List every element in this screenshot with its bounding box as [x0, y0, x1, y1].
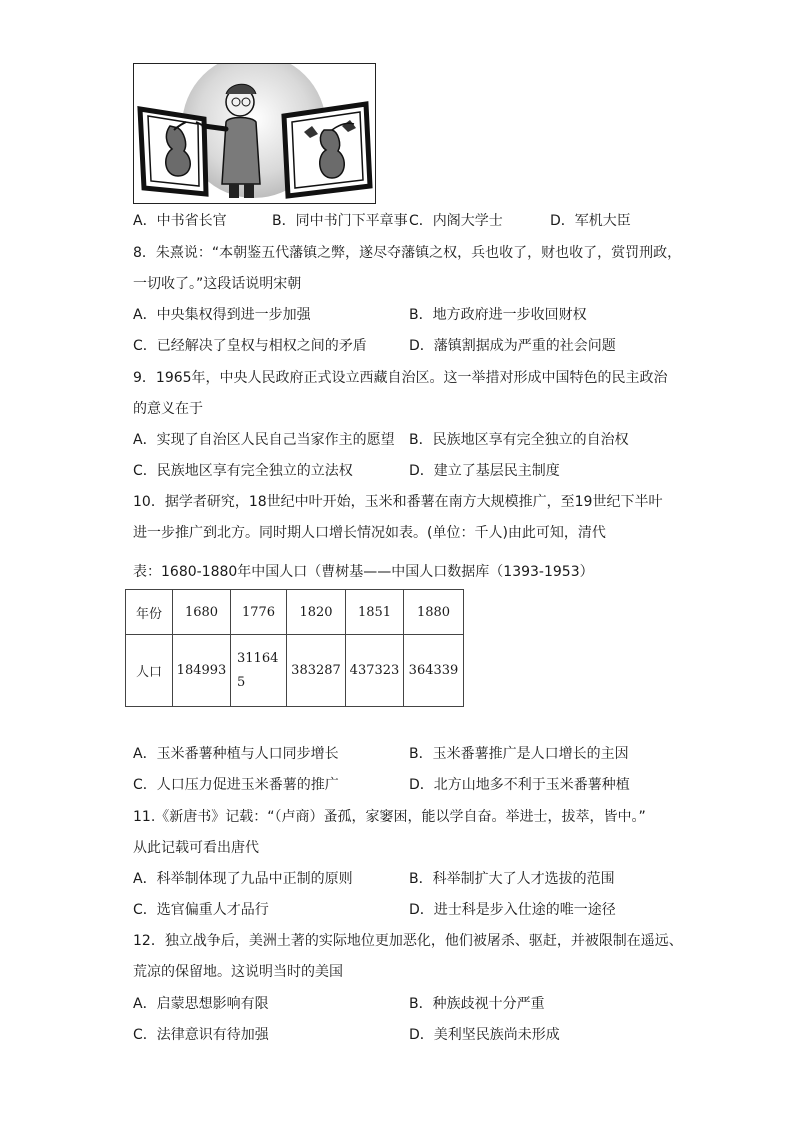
table-value-cell — [231, 635, 287, 707]
q8-stem-line1: 8．朱熹说：“本朝鉴五代藩镇之弊，遂尽夺藩镇之权，兵也收了，财也收了，赏罚刑政， — [133, 245, 682, 261]
q8-option-d: D．藩镇割据成为严重的社会问题 — [409, 338, 616, 354]
cartoon-illustration — [133, 63, 376, 204]
q10-option-c: C．人口压力促进玉米番薯的推广 — [133, 777, 339, 793]
table-year-cell: 1776 — [231, 590, 287, 635]
q11-stem-line1: 11.《新唐书》记载：“（卢商）蚤孤，家窭困，能以学自奋。举进士，拔萃，皆中。” — [133, 809, 646, 825]
q10-option-d: D．北方山地多不利于玉米番薯种植 — [409, 777, 630, 793]
q9-stem-line1: 9．1965年，中央人民政府正式设立西藏自治区。这一举措对形成中国特色的民主政治 — [133, 370, 668, 386]
table-year-cell: 1880 — [404, 590, 464, 635]
table-value-line: 5 — [237, 674, 246, 690]
q10-option-b: B．玉米番薯推广是人口增长的主因 — [409, 746, 629, 762]
q7-option-b: B．同中书门下平章事 — [272, 213, 408, 229]
q12-option-d: D．美利坚民族尚未形成 — [409, 1027, 560, 1043]
q9-option-a: A．实现了自治区人民自己当家作主的愿望 — [133, 432, 395, 448]
q11-stem-line2: 从此记载可看出唐代 — [133, 840, 259, 856]
q7-option-d: D．军机大臣 — [550, 213, 631, 229]
q11-option-c: C．选官偏重人才品行 — [133, 902, 269, 918]
q8-option-a: A．中央集权得到进一步加强 — [133, 307, 311, 323]
table-header-label: 年份 — [126, 590, 173, 635]
q7-option-a: A．中书省长官 — [133, 213, 227, 229]
q11-option-a: A．科举制体现了九品中正制的原则 — [133, 871, 353, 887]
table-year-cell: 1851 — [346, 590, 404, 635]
table-value-cell: 437323 — [346, 635, 404, 707]
table-year-cell: 1680 — [173, 590, 231, 635]
table-value-cell: 184993 — [173, 635, 231, 707]
q11-option-d: D．进士科是步入仕途的唯一途径 — [409, 902, 616, 918]
q8-stem-line2: 一切收了。”这段话说明宋朝 — [133, 276, 302, 292]
q9-stem-line2: 的意义在于 — [133, 401, 203, 417]
table-year-cell: 1820 — [287, 590, 346, 635]
table-row-label: 人口 — [126, 635, 173, 707]
q11-option-b: B．科举制扩大了人才选拔的范围 — [409, 871, 615, 887]
q9-option-d: D．建立了基层民主制度 — [409, 463, 560, 479]
table-value-cell: 364339 — [404, 635, 464, 707]
q8-option-c: C．已经解决了皇权与相权之间的矛盾 — [133, 338, 367, 354]
table-value-cell: 383287 — [287, 635, 346, 707]
q12-stem-line2: 荒凉的保留地。这说明当时的美国 — [133, 964, 343, 980]
q9-option-b: B．民族地区享有完全独立的自治权 — [409, 432, 629, 448]
q10-table-caption: 表：1680-1880年中国人口（曹树基——中国人口数据库（1393-1953） — [133, 564, 594, 580]
q12-option-c: C．法律意识有待加强 — [133, 1027, 269, 1043]
q12-stem-line1: 12．独立战争后，美洲土著的实际地位更加恶化，他们被屠杀、驱赶，并被限制在遥远、 — [133, 933, 683, 949]
table-value-line: 31164 — [237, 650, 279, 666]
q12-option-a: A．启蒙思想影响有限 — [133, 996, 269, 1012]
q10-stem-line2: 进一步推广到北方。同时期人口增长情况如表。(单位：千人)由此可知，清代 — [133, 525, 606, 541]
q12-option-b: B．种族歧视十分严重 — [409, 996, 545, 1012]
q10-stem-line1: 10．据学者研究，18世纪中叶开始，玉米和番薯在南方大规模推广，至19世纪下半叶 — [133, 494, 663, 510]
q9-option-c: C．民族地区享有完全独立的立法权 — [133, 463, 353, 479]
q8-option-b: B．地方政府进一步收回财权 — [409, 307, 587, 323]
q10-option-a: A．玉米番薯种植与人口同步增长 — [133, 746, 339, 762]
table-row — [126, 635, 464, 707]
population-table — [125, 589, 464, 707]
table-row — [126, 590, 464, 635]
q7-option-c: C．内阁大学士 — [409, 213, 503, 229]
